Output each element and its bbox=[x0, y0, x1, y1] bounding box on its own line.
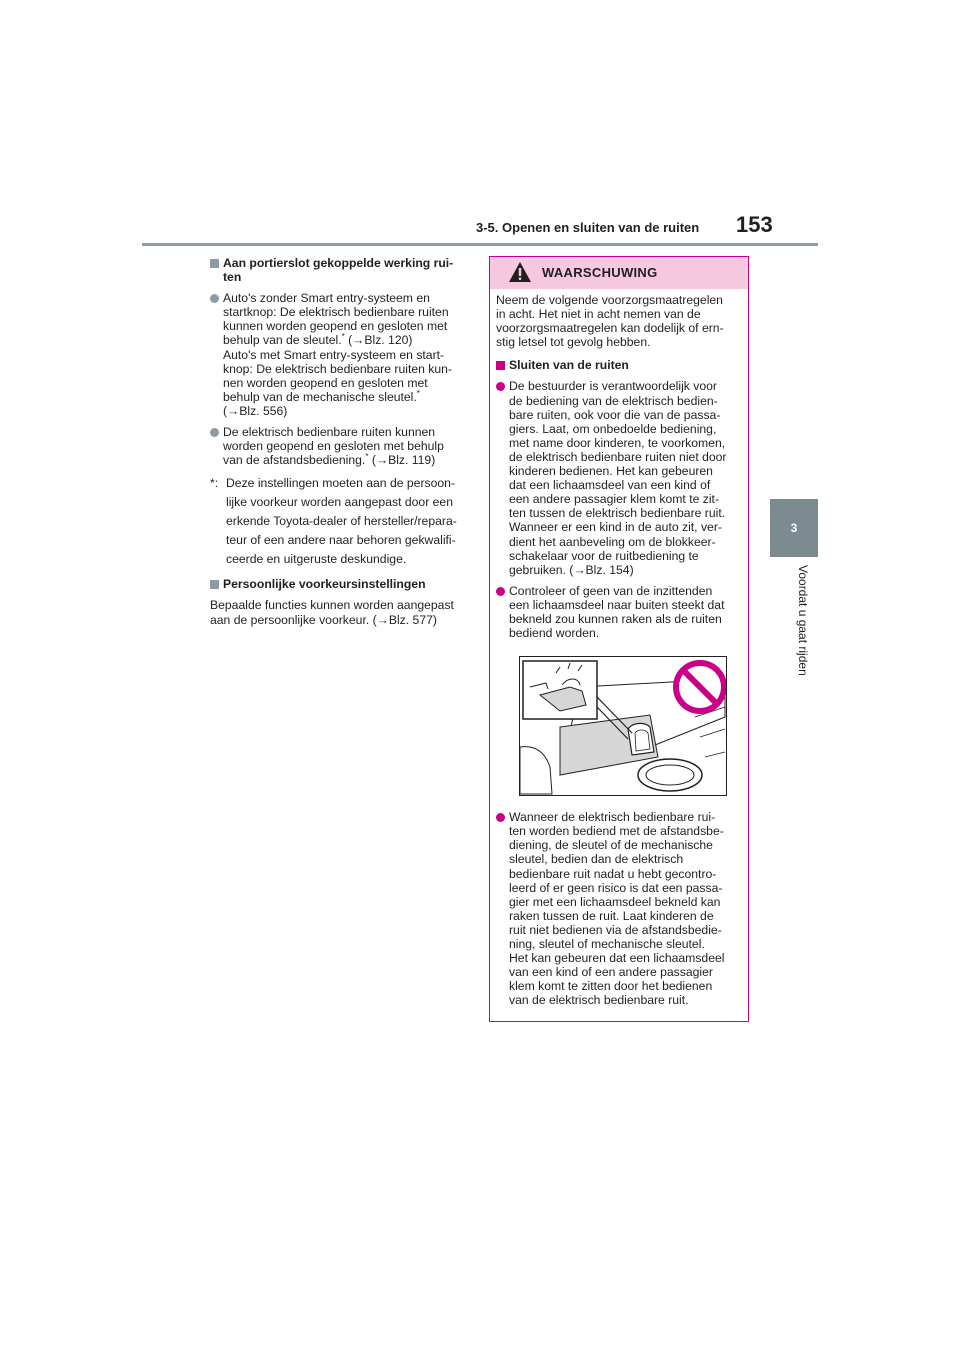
text-line: giers. Laat, om onbedoelde bediening, bbox=[509, 421, 717, 436]
chapter-tab: 3 bbox=[770, 499, 818, 557]
text-line: knop: De elektrisch bedienbare ruiten kun- bbox=[223, 361, 452, 376]
text-span: van de afstandsbediening. bbox=[223, 453, 366, 468]
car-interior-illustration bbox=[520, 657, 726, 795]
text-line: sleutel, bedien dan de elektrisch bbox=[509, 852, 684, 867]
warning-title: WAARSCHUWING bbox=[542, 265, 658, 280]
square-bullet-icon bbox=[496, 361, 505, 370]
text-line bbox=[223, 390, 468, 404]
warning-triangle-icon bbox=[508, 261, 532, 283]
footnote-marker: * bbox=[416, 388, 420, 398]
page-number: 153 bbox=[736, 212, 773, 237]
text-line bbox=[223, 453, 468, 467]
warning-box bbox=[489, 256, 749, 1022]
text-line: raken tussen de ruit. Laat kinderen de bbox=[509, 908, 714, 923]
list-item bbox=[210, 291, 468, 418]
text-block bbox=[509, 810, 744, 1007]
text-line: schakelaar voor de ruitbediening te bbox=[509, 548, 699, 563]
text-line: in acht. Het niet in acht nemen van de bbox=[496, 307, 701, 322]
text-span: behulp van de sleutel. bbox=[223, 333, 342, 348]
header-rule bbox=[142, 243, 818, 246]
text-span: behulp van de mechanische sleutel. bbox=[223, 389, 417, 404]
paragraph bbox=[210, 598, 468, 626]
square-bullet-icon bbox=[210, 259, 219, 268]
warning-item bbox=[496, 379, 744, 576]
text-line: van de elektrisch bedienbare ruit. bbox=[509, 993, 689, 1008]
text-line: diening, de sleutel of de mechanische bbox=[509, 838, 713, 853]
text-line: Controleer of geen van de inzittenden bbox=[509, 583, 713, 598]
text-line: gebruiken. (→Blz. 154) bbox=[509, 562, 634, 577]
text-line: stig letsel tot gevolg hebben. bbox=[496, 335, 651, 350]
text-line bbox=[223, 333, 468, 347]
text-line: lijke voorkeur worden aangepast door een bbox=[226, 495, 453, 510]
round-bullet-icon bbox=[496, 813, 505, 822]
list-item bbox=[210, 425, 468, 467]
text-line: bekneld zou kunnen raken als de ruiten bbox=[509, 611, 722, 626]
heading-text: Sluiten van de ruiten bbox=[509, 358, 629, 373]
square-bullet-icon bbox=[210, 580, 219, 589]
text-line: met name door kinderen, te voorkomen, bbox=[509, 435, 726, 450]
round-bullet-icon bbox=[210, 428, 219, 437]
left-column bbox=[210, 256, 468, 627]
section-heading-preferences bbox=[210, 577, 468, 591]
warning-item bbox=[496, 584, 744, 640]
footnote-marker: *: bbox=[210, 476, 219, 491]
text-line: Deze instellingen moeten aan de persoon- bbox=[226, 476, 456, 491]
illustration-car-window-hazard bbox=[519, 656, 727, 796]
text-line: Neem de volgende voorzorgsmaatregelen bbox=[496, 293, 723, 307]
page-reference: (→Blz. 119) bbox=[371, 453, 436, 468]
text-line: ten worden bediend met de afstandsbe- bbox=[509, 824, 724, 839]
text-line: ten tussen de elektrisch bedienbare ruit. bbox=[509, 506, 726, 521]
text-line: een lichaamsdeel naar buiten steekt dat bbox=[509, 597, 725, 612]
text-line: klem komt te zitten door het bedienen bbox=[509, 979, 713, 994]
footnote-marker: * bbox=[341, 332, 345, 342]
text-line: van een kind of een andere passagier bbox=[509, 965, 713, 980]
text-line: leerd of er geen risico is dat een passa- bbox=[509, 880, 723, 895]
text-line: dient het aanbeveling om de blokkeer- bbox=[509, 534, 716, 549]
text-line: Bepaalde functies kunnen worden aangepast bbox=[210, 598, 454, 613]
text-line: de elektrisch bedienbare ruiten niet door bbox=[509, 449, 727, 464]
warning-header bbox=[490, 257, 748, 289]
warning-body bbox=[496, 293, 744, 1014]
text-block bbox=[509, 584, 744, 640]
warning-subheading bbox=[496, 358, 744, 372]
section-heading-door-lock bbox=[210, 256, 468, 284]
heading-text: Aan portierslot gekoppelde werking rui-ten bbox=[223, 256, 454, 285]
text-line: ruit niet bedienen via de afstandsbedie- bbox=[509, 922, 722, 937]
text-line: Wanneer de elektrisch bedienbare rui- bbox=[509, 810, 716, 825]
page-reference: (→Blz. 120) bbox=[348, 333, 413, 348]
round-bullet-icon bbox=[210, 294, 219, 303]
text-line: Wanneer er een kind in de auto zit, ver- bbox=[509, 520, 722, 535]
text-line: De bestuurder is verantwoordelijk voor bbox=[509, 379, 717, 394]
text-line: voorzorgsmaatregelen kan dodelijk of ern- bbox=[496, 321, 724, 336]
footnote bbox=[210, 474, 468, 569]
text-line: bedienbare ruit nadat u hebt gecontro- bbox=[509, 866, 717, 881]
text-line: Het kan gebeuren dat een lichaamsdeel bbox=[509, 951, 725, 966]
text-line: bare ruiten, ook voor die van de passa- bbox=[509, 407, 721, 422]
section-title: 3-5. Openen en sluiten van de ruiten bbox=[476, 220, 700, 235]
text-line: startknop: De elektrisch bedienbare ruiten bbox=[223, 305, 449, 320]
chapter-title: Voordat u gaat rijden bbox=[796, 565, 810, 676]
warning-item bbox=[496, 810, 744, 1007]
text-line: kunnen worden geopend en gesloten met bbox=[223, 319, 448, 334]
text-line: teur of een andere naar behoren gekwalifi- bbox=[226, 533, 456, 548]
text-line: Auto's met Smart entry-systeem en start- bbox=[223, 347, 445, 362]
footnote-marker: * bbox=[365, 452, 369, 462]
page-reference: (→Blz. 556) bbox=[223, 403, 288, 418]
text-line: ceerde en uitgeruste deskundige. bbox=[226, 552, 407, 567]
round-bullet-icon bbox=[496, 382, 505, 391]
text-line: bediend worden. bbox=[509, 626, 600, 641]
text-line: Auto's zonder Smart entry-systeem en bbox=[223, 291, 430, 306]
text-line: de bediening van de elektrisch bedien- bbox=[509, 393, 718, 408]
text-line: aan de persoonlijke voorkeur. (→Blz. 577) bbox=[210, 612, 437, 627]
text-line: ning, sleutel of mechanische sleutel. bbox=[509, 937, 705, 951]
text-line: dat een lichaamsdeel van een kind of bbox=[509, 478, 711, 493]
text-line: kinderen bedienen. Het kan gebeuren bbox=[509, 464, 713, 479]
round-bullet-icon bbox=[496, 587, 505, 596]
text-line: erkende Toyota-dealer of hersteller/repara- bbox=[226, 514, 457, 529]
heading-text: Persoonlijke voorkeursinstellingen bbox=[223, 577, 426, 592]
text-line: De elektrisch bedienbare ruiten kunnen bbox=[223, 425, 436, 440]
warning-intro bbox=[496, 293, 744, 349]
text-line: worden geopend en gesloten met behulp bbox=[223, 439, 444, 454]
text-line: gier met een lichaamsdeel bekneld kan bbox=[509, 894, 721, 909]
text-block bbox=[509, 379, 744, 576]
text-line: nen worden geopend en gesloten met bbox=[223, 375, 428, 390]
text-line: een andere passagier klem komt te zit- bbox=[509, 492, 719, 507]
